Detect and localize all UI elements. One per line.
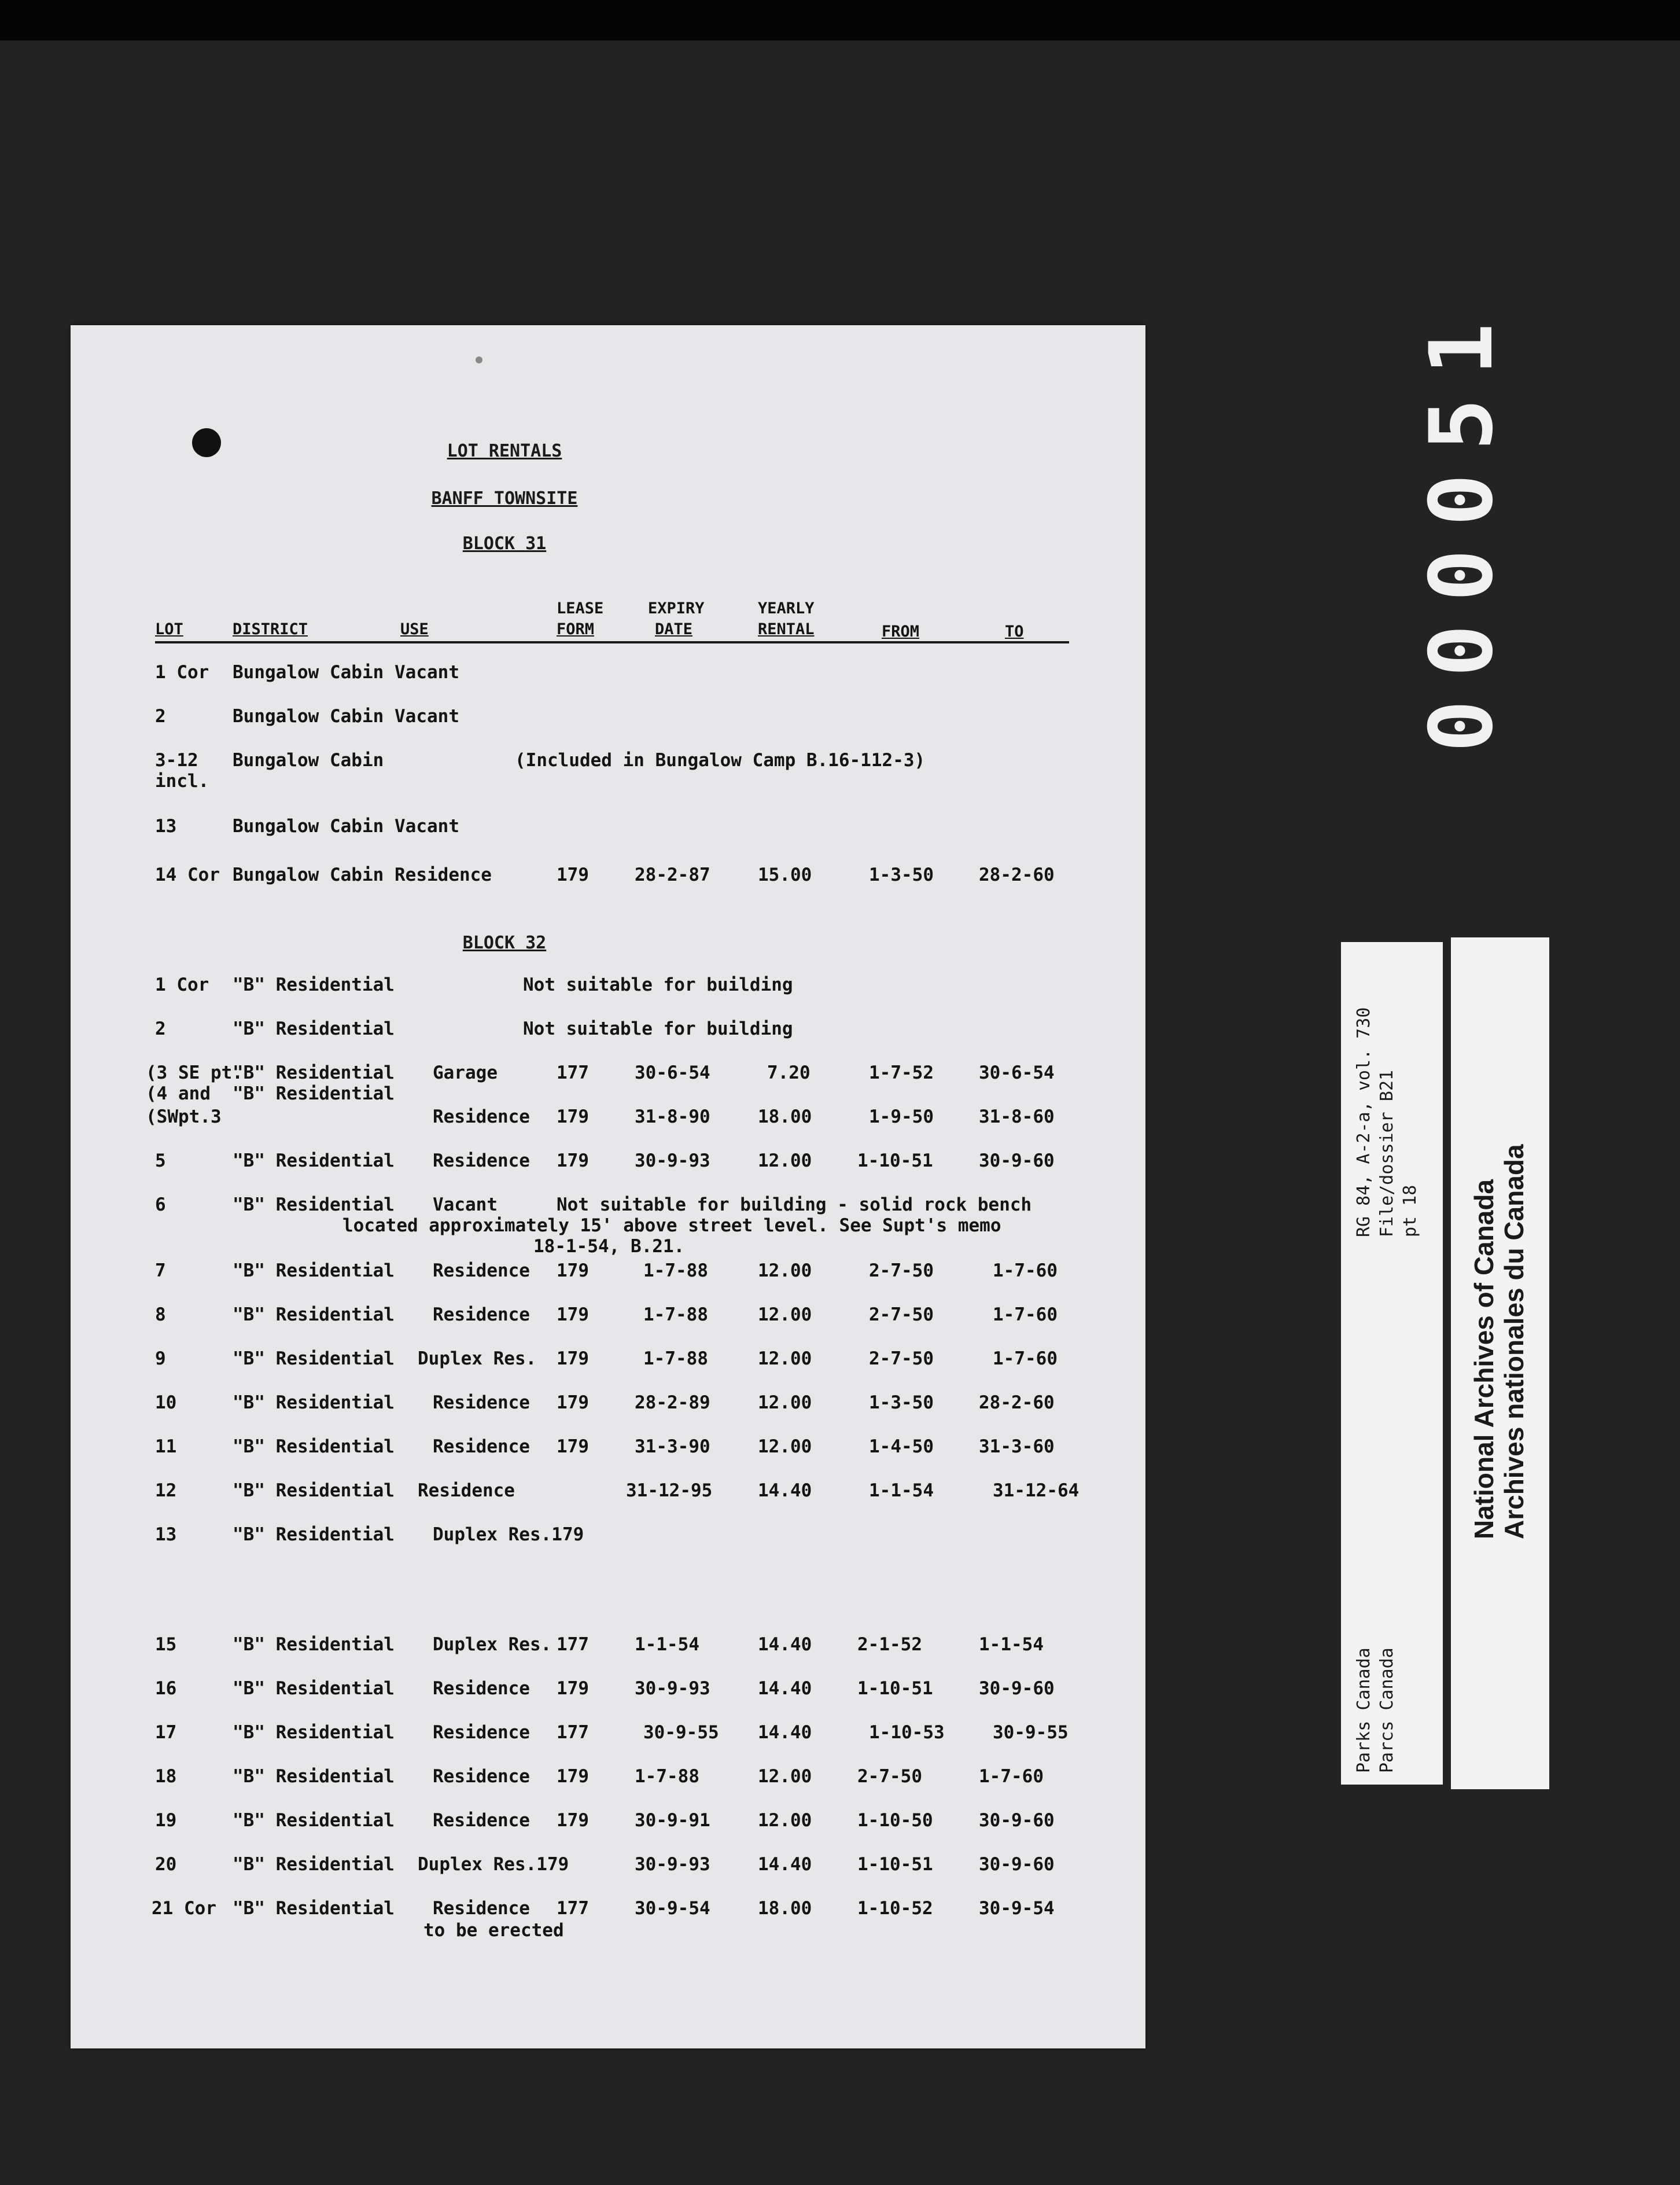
expiry-cell: 31-3-90 bbox=[635, 1436, 710, 1457]
lot-cell: (3 SE pt. bbox=[146, 1062, 243, 1083]
district-cell: "B" Residential bbox=[233, 1678, 395, 1699]
lot-cell: 11 bbox=[155, 1436, 177, 1457]
use-cell: Residence bbox=[433, 1722, 530, 1743]
header-expiry-1: EXPIRY bbox=[648, 599, 705, 617]
lease-cell: 179 bbox=[557, 1106, 589, 1127]
rental-cell: 12.00 bbox=[758, 1392, 812, 1413]
header-to: TO bbox=[1005, 623, 1024, 641]
header-rule bbox=[155, 641, 1069, 643]
lot-cell: 18 bbox=[155, 1766, 177, 1787]
lease-cell: 179 bbox=[557, 1678, 589, 1699]
use-cell: Residence bbox=[433, 1898, 530, 1919]
header-use: USE bbox=[400, 620, 429, 638]
lease-cell: 179 bbox=[557, 1260, 589, 1281]
lot-cell: 19 bbox=[155, 1810, 177, 1831]
rental-cell: 18.00 bbox=[758, 1106, 812, 1127]
district-cell: "B" Residential bbox=[233, 1810, 395, 1831]
archive-name-french: Archives nationales du Canada bbox=[1499, 1144, 1529, 1539]
note-cell: located approximately 15' above street level. See Supt's memo bbox=[342, 1215, 1001, 1236]
use-cell: Residence bbox=[433, 1392, 530, 1413]
to-cell: 28-2-60 bbox=[979, 1392, 1055, 1413]
expiry-cell: 31-12-95 bbox=[626, 1480, 713, 1501]
expiry-cell: 1-7-88 bbox=[643, 1304, 708, 1325]
from-cell: 1-10-50 bbox=[857, 1810, 933, 1831]
archive-institution-label bbox=[1451, 937, 1549, 1789]
lease-cell: 179 bbox=[557, 1810, 589, 1831]
expiry-cell: 1-1-54 bbox=[635, 1634, 699, 1655]
header-yearly-2: RENTAL bbox=[758, 620, 815, 638]
from-cell: 1-9-50 bbox=[869, 1106, 934, 1127]
note-cell: Not suitable for building bbox=[523, 974, 793, 995]
to-cell: 1-7-60 bbox=[993, 1304, 1058, 1325]
lot-cell: 17 bbox=[155, 1722, 177, 1743]
district-cell: "B" Residential bbox=[233, 1480, 395, 1501]
use-cell: Residence bbox=[433, 1436, 530, 1457]
use-cell: to be erected bbox=[423, 1920, 564, 1941]
from-cell: 2-7-50 bbox=[869, 1348, 934, 1369]
lot-cell: 13 bbox=[155, 1524, 177, 1545]
use-cell: Residence bbox=[433, 1810, 530, 1831]
to-cell: 30-6-54 bbox=[979, 1062, 1055, 1083]
archive-reference-line: RG 84, A-2-a, vol. 730 bbox=[1354, 1007, 1374, 1237]
expiry-cell: 30-9-93 bbox=[635, 1678, 710, 1699]
to-cell: 30-9-54 bbox=[979, 1898, 1055, 1919]
block-32-title: BLOCK 32 bbox=[462, 933, 547, 953]
use-cell: Residence bbox=[395, 865, 492, 885]
from-cell: 2-7-50 bbox=[869, 1304, 934, 1325]
rental-cell: 14.40 bbox=[758, 1634, 812, 1655]
rental-cell: 14.40 bbox=[758, 1678, 812, 1699]
archive-reference-line: Parcs Canada bbox=[1377, 1647, 1397, 1773]
to-cell: 1-7-60 bbox=[993, 1348, 1058, 1369]
lot-cell: 6 bbox=[155, 1194, 166, 1215]
from-cell: 1-3-50 bbox=[869, 865, 934, 885]
lot-cell: 8 bbox=[155, 1304, 166, 1325]
from-cell: 1-1-54 bbox=[869, 1480, 934, 1501]
district-cell: "B" Residential bbox=[233, 1150, 395, 1171]
to-cell: 31-3-60 bbox=[979, 1436, 1055, 1457]
to-cell: 30-9-55 bbox=[993, 1722, 1069, 1743]
to-cell: 30-9-60 bbox=[979, 1854, 1055, 1875]
to-cell: 31-8-60 bbox=[979, 1106, 1055, 1127]
rental-cell: 7.20 bbox=[767, 1062, 810, 1083]
use-cell: Residence bbox=[433, 1150, 530, 1171]
document-title: LOT RENTALS bbox=[447, 441, 562, 461]
use-cell: Residence bbox=[433, 1678, 530, 1699]
expiry-cell: 30-9-93 bbox=[635, 1150, 710, 1171]
expiry-cell: 1-7-88 bbox=[643, 1260, 708, 1281]
header-from: FROM bbox=[882, 623, 920, 641]
expiry-cell: 30-6-54 bbox=[635, 1062, 710, 1083]
lot-cell: 16 bbox=[155, 1678, 177, 1699]
lot-cell: incl. bbox=[155, 771, 209, 792]
from-cell: 1-10-52 bbox=[857, 1898, 933, 1919]
to-cell: 1-1-54 bbox=[979, 1634, 1044, 1655]
use-cell: Residence bbox=[433, 1766, 530, 1787]
use-cell: Residence bbox=[433, 1304, 530, 1325]
lot-cell: 20 bbox=[155, 1854, 177, 1875]
district-cell: "B" Residential bbox=[233, 1348, 395, 1369]
lease-cell: 177 bbox=[557, 1722, 589, 1743]
archive-reference-line: Parks Canada bbox=[1354, 1647, 1374, 1773]
district-cell: "B" Residential bbox=[233, 1304, 395, 1325]
rental-cell: 12.00 bbox=[758, 1436, 812, 1457]
document-page bbox=[71, 325, 1145, 2048]
note-cell: (Included in Bungalow Camp B.16-112-3) bbox=[515, 750, 926, 771]
lease-cell: 179 bbox=[557, 1150, 589, 1171]
district-cell: "B" Residential bbox=[233, 1018, 395, 1039]
use-cell: Residence bbox=[418, 1480, 515, 1501]
lot-cell: 21 Cor bbox=[152, 1898, 216, 1919]
district-cell: "B" Residential bbox=[233, 1524, 395, 1545]
district-cell: "B" Residential bbox=[233, 1194, 395, 1215]
lot-cell: 2 bbox=[155, 706, 166, 727]
lease-cell: 179 bbox=[557, 865, 589, 885]
note-cell: Not suitable for building - solid rock bench bbox=[557, 1194, 1032, 1215]
header-district: DISTRICT bbox=[233, 620, 308, 638]
lot-cell: 14 Cor bbox=[155, 865, 220, 885]
lease-cell: 177 bbox=[557, 1634, 589, 1655]
lot-cell: 15 bbox=[155, 1634, 177, 1655]
from-cell: 1-10-53 bbox=[869, 1722, 945, 1743]
from-cell: 2-7-50 bbox=[857, 1766, 922, 1787]
rental-cell: 12.00 bbox=[758, 1766, 812, 1787]
district-cell: "B" Residential bbox=[233, 1854, 395, 1875]
lease-cell: 179 bbox=[557, 1392, 589, 1413]
district-cell: "B" Residential bbox=[233, 974, 395, 995]
use-cell: Duplex Res. bbox=[418, 1348, 537, 1369]
expiry-cell: 30-9-91 bbox=[635, 1810, 710, 1831]
lot-cell: 1 Cor bbox=[155, 974, 209, 995]
district-cell: "B" Residential bbox=[233, 1260, 395, 1281]
rental-cell: 12.00 bbox=[758, 1810, 812, 1831]
use-cell: Vacant bbox=[433, 1194, 498, 1215]
district-cell: Bungalow Cabin bbox=[233, 816, 384, 837]
expiry-cell: 30-9-93 bbox=[635, 1854, 710, 1875]
header-yearly-1: YEARLY bbox=[758, 599, 815, 617]
use-cell: Garage bbox=[433, 1062, 498, 1083]
block-31-title: BLOCK 31 bbox=[462, 534, 547, 554]
header-lease-1: LEASE bbox=[557, 599, 604, 617]
archive-reference-line: pt 18 bbox=[1400, 1185, 1420, 1237]
district-cell: "B" Residential bbox=[233, 1722, 395, 1743]
lot-cell: 2 bbox=[155, 1018, 166, 1039]
rental-cell: 12.00 bbox=[758, 1260, 812, 1281]
rental-cell: 14.40 bbox=[758, 1480, 812, 1501]
district-cell: Bungalow Cabin bbox=[233, 706, 384, 727]
lease-cell: 177 bbox=[557, 1898, 589, 1919]
district-cell: "B" Residential bbox=[233, 1766, 395, 1787]
expiry-cell: 1-7-88 bbox=[635, 1766, 699, 1787]
district-cell: "B" Residential bbox=[233, 1392, 395, 1413]
archive-name-english: National Archives of Canada bbox=[1469, 1179, 1499, 1539]
from-cell: 1-10-51 bbox=[857, 1150, 933, 1171]
district-cell: "B" Residential bbox=[233, 1436, 395, 1457]
district-cell: Bungalow Cabin bbox=[233, 750, 384, 771]
use-cell: Vacant bbox=[395, 816, 459, 837]
to-cell: 30-9-60 bbox=[979, 1150, 1055, 1171]
rental-cell: 12.00 bbox=[758, 1348, 812, 1369]
to-cell: 30-9-60 bbox=[979, 1678, 1055, 1699]
lease-cell: 179 bbox=[557, 1348, 589, 1369]
to-cell: 1-7-60 bbox=[979, 1766, 1044, 1787]
lot-cell: (4 and bbox=[146, 1083, 211, 1104]
from-cell: 1-3-50 bbox=[869, 1392, 934, 1413]
district-cell: Bungalow Cabin bbox=[233, 865, 384, 885]
district-cell: "B" Residential bbox=[233, 1062, 395, 1083]
from-cell: 2-7-50 bbox=[869, 1260, 934, 1281]
lot-cell: 5 bbox=[155, 1150, 166, 1171]
lot-cell: 3-12 bbox=[155, 750, 198, 771]
header-expiry-2: DATE bbox=[655, 620, 693, 638]
lot-cell: 13 bbox=[155, 816, 177, 837]
expiry-cell: 31-8-90 bbox=[635, 1106, 710, 1127]
expiry-cell: 28-2-89 bbox=[635, 1392, 710, 1413]
from-cell: 1-10-51 bbox=[857, 1854, 933, 1875]
from-cell: 1-7-52 bbox=[869, 1062, 934, 1083]
archive-reference-label bbox=[1341, 942, 1443, 1785]
district-cell: "B" Residential bbox=[233, 1634, 395, 1655]
from-cell: 1-10-51 bbox=[857, 1678, 933, 1699]
rental-cell: 14.40 bbox=[758, 1854, 812, 1875]
lease-cell: 179 bbox=[557, 1304, 589, 1325]
from-cell: 2-1-52 bbox=[857, 1634, 922, 1655]
to-cell: 28-2-60 bbox=[979, 865, 1055, 885]
district-cell: Bungalow Cabin bbox=[233, 662, 384, 683]
rental-cell: 14.40 bbox=[758, 1722, 812, 1743]
rental-cell: 12.00 bbox=[758, 1304, 812, 1325]
lot-cell: (SWpt.3 bbox=[146, 1106, 222, 1127]
rental-cell: 15.00 bbox=[758, 865, 812, 885]
lot-cell: 1 Cor bbox=[155, 662, 209, 683]
document-subtitle: BANFF TOWNSITE bbox=[431, 488, 578, 509]
district-cell: "B" Residential bbox=[233, 1898, 395, 1919]
use-cell: Vacant bbox=[395, 662, 459, 683]
archive-reference-line: File/dossier B21 bbox=[1377, 1070, 1397, 1237]
expiry-cell: 30-9-54 bbox=[635, 1898, 710, 1919]
rental-cell: 12.00 bbox=[758, 1150, 812, 1171]
note-cell: 18-1-54, B.21. bbox=[533, 1236, 685, 1257]
expiry-cell: 1-7-88 bbox=[643, 1348, 708, 1369]
paper-mark bbox=[476, 356, 482, 363]
use-cell: Residence bbox=[433, 1260, 530, 1281]
expiry-cell: 30-9-55 bbox=[643, 1722, 719, 1743]
to-cell: 1-7-60 bbox=[993, 1260, 1058, 1281]
to-cell: 30-9-60 bbox=[979, 1810, 1055, 1831]
lot-cell: 12 bbox=[155, 1480, 177, 1501]
header-lot: LOT bbox=[155, 620, 183, 638]
lot-cell: 9 bbox=[155, 1348, 166, 1369]
lease-cell: 177 bbox=[557, 1062, 589, 1083]
from-cell: 1-4-50 bbox=[869, 1436, 934, 1457]
header-lease-2: FORM bbox=[557, 620, 595, 638]
use-cell: Duplex Res.179 bbox=[433, 1524, 584, 1545]
lease-cell: 179 bbox=[557, 1436, 589, 1457]
note-cell: Not suitable for building bbox=[523, 1018, 793, 1039]
expiry-cell: 28-2-87 bbox=[635, 865, 710, 885]
rental-cell: 18.00 bbox=[758, 1898, 812, 1919]
frame-number: 000051 bbox=[1412, 300, 1512, 752]
use-cell: Residence bbox=[433, 1106, 530, 1127]
use-cell: Duplex Res. bbox=[433, 1634, 552, 1655]
lot-cell: 10 bbox=[155, 1392, 177, 1413]
lease-cell: 179 bbox=[557, 1766, 589, 1787]
district-cell: "B" Residential bbox=[233, 1083, 395, 1104]
lot-cell: 7 bbox=[155, 1260, 166, 1281]
use-cell: Vacant bbox=[395, 706, 459, 727]
to-cell: 31-12-64 bbox=[993, 1480, 1080, 1501]
use-cell: Duplex Res.179 bbox=[418, 1854, 569, 1875]
